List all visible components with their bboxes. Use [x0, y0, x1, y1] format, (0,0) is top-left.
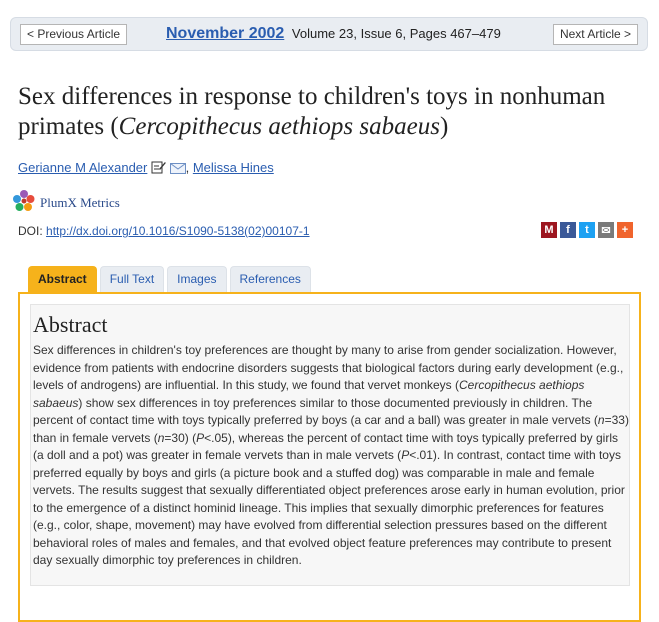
- doi-label: DOI:: [18, 224, 47, 238]
- abstract-heading: Abstract: [33, 312, 108, 337]
- doi-link[interactable]: http://dx.doi.org/10.1016/S1090-5138(02)00107-1: [46, 224, 310, 238]
- tab-references[interactable]: References: [230, 266, 311, 292]
- edit-note-icon[interactable]: [151, 160, 166, 177]
- abstract-segment: P: [401, 448, 410, 462]
- author-link-hines[interactable]: Melissa Hines: [192, 160, 274, 175]
- title-species: Cercopithecus aethiops sabaeus: [118, 113, 440, 140]
- tab-full-text[interactable]: Full Text: [100, 266, 164, 292]
- issue-info: [166, 25, 501, 43]
- abstract-segment: <.01). In contrast, contact time with toys preferred equally by boys and girls (a picture book and a stuffed dog) was comparable in male and female vervets. The results suggest that sexually differentiated object preferences arose early in human evolution, prior to the emergence of a distinct hominid lineage. This implies that sexually dimorphic preferences for features (e.g., color, shape, movement) may have evolved from differential selection pressures based on the different behavioral roles of males and females, and that evolved object feature preferences may contribute to present day sexually dimorphic toy preferences in children.: [33, 448, 625, 567]
- mendeley-icon[interactable]: M: [541, 222, 557, 238]
- title-end: ): [439, 113, 449, 140]
- email-icon[interactable]: ✉: [598, 222, 614, 238]
- plumx-label: PlumX Metrics: [40, 195, 120, 210]
- facebook-icon[interactable]: f: [560, 222, 576, 238]
- plumx-logo-icon: [12, 189, 36, 218]
- abstract-panel: [30, 304, 630, 586]
- more-share-icon[interactable]: +: [617, 222, 633, 238]
- abstract-segment: n: [597, 413, 605, 427]
- author-separator: ,: [185, 160, 193, 175]
- plumx-metrics-widget[interactable]: [12, 190, 120, 216]
- article-title: [18, 82, 648, 142]
- abstract-text: [33, 342, 629, 570]
- email-author-icon[interactable]: [170, 162, 186, 177]
- issue-month-link[interactable]: November 2002: [166, 25, 285, 42]
- abstract-segment: =33) than in female vervets (: [33, 413, 629, 445]
- share-toolbar: [541, 222, 633, 238]
- abstract-segment: <.05), whereas the percent of contact time with toys typically preferred by girls (a doll and a pot) was greater in female vervets than in male vervets (: [33, 430, 618, 462]
- author-link-alexander[interactable]: Gerianne M Alexander: [18, 160, 148, 175]
- issue-details: Volume 23, Issue 6, Pages 467–479: [291, 26, 501, 41]
- title-main: Sex differences in response to children's toys in nonhuman primates (: [18, 83, 606, 140]
- abstract-segment: Sex differences in children's toy preferences are thought by many to arise from gender socialization. However, evidence from patients with endocrine disorders suggests that biological factors during early development (e.g., levels of androgens) are influential. In this study, we found that vervet monkeys (: [33, 343, 624, 392]
- twitter-icon[interactable]: t: [579, 222, 595, 238]
- tab-content: [18, 292, 641, 622]
- next-article-button[interactable]: Next Article >: [553, 24, 638, 45]
- issue-navigation-bar: [10, 17, 648, 51]
- article-tabs: [28, 266, 311, 292]
- abstract-segment: P: [196, 430, 205, 445]
- doi-line: [18, 224, 310, 238]
- tab-abstract[interactable]: Abstract: [28, 266, 97, 292]
- author-list: [18, 160, 274, 177]
- abstract-segment: =30) (: [164, 430, 197, 445]
- previous-article-button[interactable]: < Previous Article: [20, 24, 127, 45]
- abstract-segment: ) show sex differences in toy preferences similar to those documented previously in children. The percent of contact time with toys typically preferred by boys (a car and a ball) was greater in male vervets (: [33, 395, 598, 427]
- abstract-segment: n: [157, 430, 165, 445]
- tab-images[interactable]: Images: [167, 266, 226, 292]
- abstract-segment: Cercopithecus aethiops sabaeus: [33, 378, 585, 410]
